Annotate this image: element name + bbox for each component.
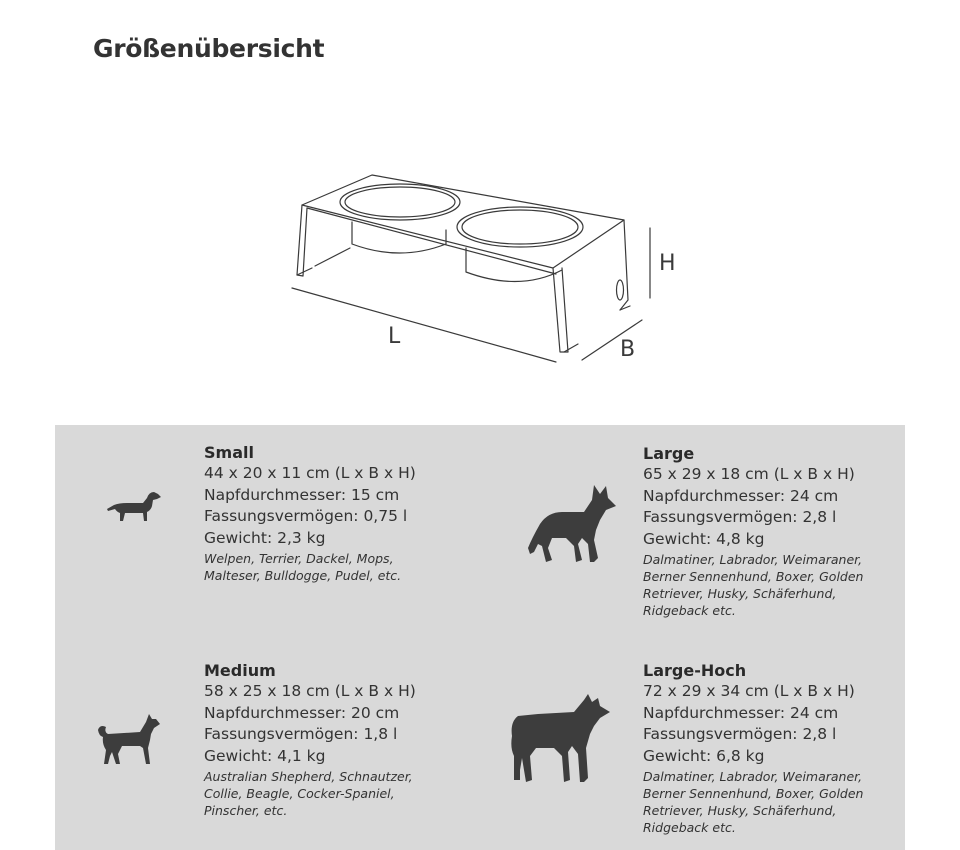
dimensions: 58 x 25 x 18 cm (L x B x H) xyxy=(204,682,416,700)
size-name: Small xyxy=(204,443,254,462)
weight: Gewicht: 4,1 kg xyxy=(204,746,326,765)
bowl-stand-diagram xyxy=(0,0,960,420)
page-title: Größenübersicht xyxy=(93,34,325,63)
breeds: Australian Shepherd, Schnautzer, Collie, Beagle, Cocker-Spaniel, Pinscher, etc. xyxy=(204,769,413,818)
size-name: Large xyxy=(643,444,695,463)
bowl-diameter: Napfdurchmesser: 24 cm xyxy=(643,486,839,505)
size-name: Medium xyxy=(204,661,276,680)
capacity: Fassungsvermögen: 0,75 l xyxy=(204,507,408,525)
breeds: Dalmatiner, Labrador, Weimaraner, Berner Sennenhund, Boxer, Golden Retriever, Husky, Schäferhund, Ridgeback etc. xyxy=(643,552,864,618)
dachshund-icon xyxy=(105,488,161,524)
size-small xyxy=(204,443,444,584)
bowl-diameter: Napfdurchmesser: 15 cm xyxy=(204,485,400,504)
capacity: Fassungsvermögen: 2,8 l xyxy=(643,508,837,526)
dimension-label-h: H xyxy=(659,251,676,276)
size-large-hoch xyxy=(643,661,883,836)
dimension-label-b: B xyxy=(620,337,636,362)
dimensions: 44 x 20 x 11 cm (L x B x H) xyxy=(204,464,416,482)
weight: Gewicht: 2,3 kg xyxy=(204,528,326,547)
bowl-diameter: Napfdurchmesser: 20 cm xyxy=(204,703,400,722)
capacity: Fassungsvermögen: 1,8 l xyxy=(204,725,398,743)
weight: Gewicht: 6,8 kg xyxy=(643,746,765,765)
dimensions: 72 x 29 x 34 cm (L x B x H) xyxy=(643,682,855,700)
size-name: Large-Hoch xyxy=(643,661,747,680)
dimensions: 65 x 29 x 18 cm (L x B x H) xyxy=(643,465,855,483)
capacity: Fassungsvermögen: 2,8 l xyxy=(643,725,837,743)
medium-dog-icon xyxy=(96,710,162,768)
size-medium xyxy=(204,661,444,819)
size-large xyxy=(643,444,883,619)
dimension-label-l: L xyxy=(388,324,401,349)
shepherd-dog-icon xyxy=(526,482,618,566)
weight: Gewicht: 4,8 kg xyxy=(643,529,765,548)
bowl-diameter: Napfdurchmesser: 24 cm xyxy=(643,703,839,722)
breeds: Dalmatiner, Labrador, Weimaraner, Berner Sennenhund, Boxer, Golden Retriever, Husky, Schäferhund, Ridgeback etc. xyxy=(643,769,864,835)
breeds: Welpen, Terrier, Dackel, Mops, Malteser, Bulldogge, Pudel, etc. xyxy=(204,551,402,583)
husky-dog-icon xyxy=(508,692,612,788)
